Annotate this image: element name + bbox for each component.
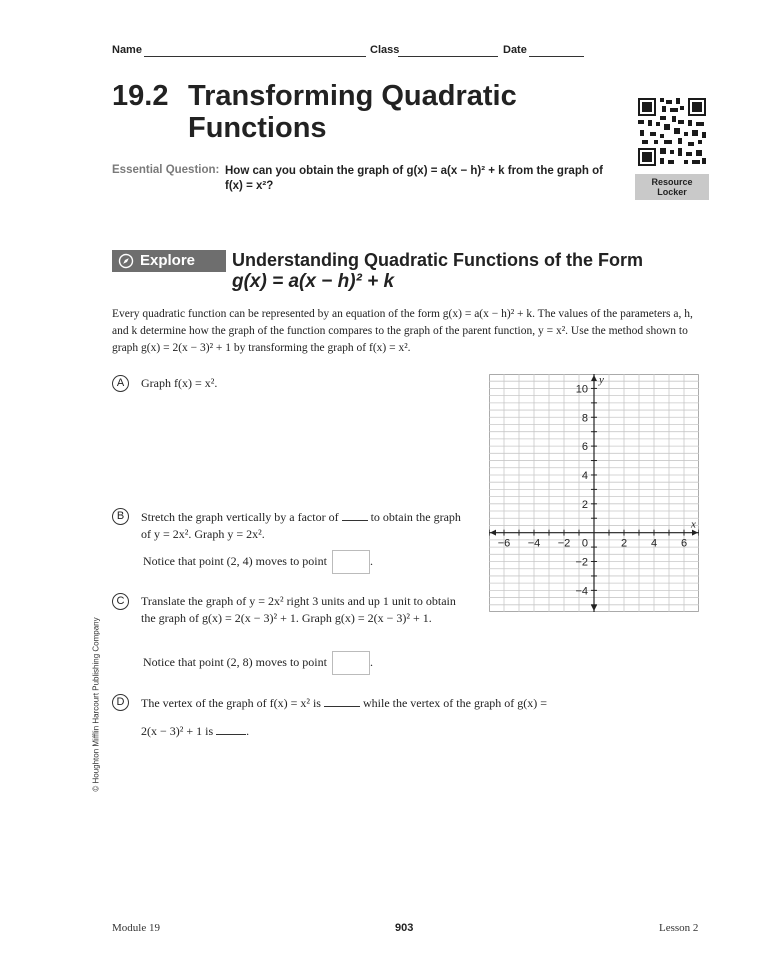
y-tick-label: 2 <box>581 498 588 511</box>
step-b-text: Stretch the graph vertically by a factor of to obtain the graph of y = 2x². Graph y = 2x². <box>141 510 461 541</box>
footer-lesson: Lesson 2 <box>659 922 699 934</box>
y-tick-label: −4 <box>575 585 588 598</box>
copyright-sidebar: © Houghton Mifflin Harcourt Publishing Company <box>91 617 101 792</box>
compass-icon <box>118 253 134 269</box>
explore-label: Explore <box>140 252 196 269</box>
step-d-badge: D <box>112 694 129 711</box>
x-tick-label: 2 <box>620 537 628 550</box>
lesson-number: 19.2 <box>112 80 169 112</box>
y-tick-label: 10 <box>575 383 588 396</box>
name-field[interactable] <box>144 56 366 57</box>
x-tick-label: 6 <box>680 537 688 550</box>
page-number: 903 <box>395 922 414 934</box>
class-field[interactable] <box>398 56 498 57</box>
title-line-2: Functions <box>188 112 327 144</box>
vertex-g-blank[interactable] <box>216 722 246 735</box>
x-tick-label: 4 <box>650 537 658 550</box>
x-tick-label: −4 <box>527 537 541 550</box>
essential-question-label: Essential Question: <box>112 164 220 176</box>
qr-code[interactable] <box>636 96 708 168</box>
stretch-factor-blank[interactable] <box>342 508 368 521</box>
point-c-answer-box[interactable] <box>332 651 370 675</box>
footer-module: Module 19 <box>112 922 160 934</box>
step-c-notice: Notice that point (2, 8) moves to point . <box>143 651 373 675</box>
resource-locker-button[interactable]: Resource Locker <box>635 174 709 200</box>
essential-question-text: How can you obtain the graph of g(x) = a(x − h)² + k from the graph of f(x) = x²? <box>225 165 603 192</box>
date-label: Date <box>503 44 527 56</box>
name-label: Name <box>112 44 142 56</box>
x-axis-label: x <box>691 518 696 531</box>
title-line-1: Transforming Quadratic <box>188 80 517 112</box>
explore-heading: Understanding Quadratic Functions of the Form g(x) = a(x − h)² + k <box>232 250 644 292</box>
step-d-text-2: 2(x − 3)² + 1 is . <box>141 724 250 738</box>
y-tick-label: 8 <box>581 412 588 425</box>
step-d-text: The vertex of the graph of f(x) = x² is while the vertex of the graph of g(x) = <box>141 696 548 710</box>
intro-paragraph: Every quadratic function can be represented by an equation of the form g(x) = a(x − h)² + k. The values of the parameters a, h, and k determine how the graph of the function compares to the graph of the parent function, y = x². Use the method shown to graph g(x) = 2(x − 3)² + 1 by transforming the graph of f(x) = x². <box>112 308 693 354</box>
step-c-text: Translate the graph of y = 2x² right 3 units and up 1 unit to obtain the graph of g(x) = 2(x − 3)² + 1. Graph g(x) = 2(x − 3)² + 1. <box>141 594 456 625</box>
step-a-text: Graph f(x) = x². <box>141 376 218 390</box>
explore-banner <box>112 250 226 272</box>
coordinate-grid[interactable] <box>489 374 699 612</box>
y-tick-label: 4 <box>581 469 588 482</box>
step-b-badge: B <box>112 508 129 525</box>
step-a-badge: A <box>112 375 129 392</box>
x-tick-label: −6 <box>497 537 511 550</box>
vertex-f-blank[interactable] <box>324 694 360 707</box>
step-b-notice: Notice that point (2, 4) moves to point . <box>143 550 373 574</box>
page-title <box>188 80 517 144</box>
y-tick-label: −2 <box>575 556 588 569</box>
x-tick-label: −2 <box>557 537 571 550</box>
point-b-answer-box[interactable] <box>332 550 370 574</box>
y-tick-label: 6 <box>581 441 588 454</box>
date-field[interactable] <box>529 56 584 57</box>
y-axis-label: y <box>599 374 604 386</box>
class-label: Class <box>370 44 400 56</box>
origin-label: 0 <box>581 537 588 550</box>
step-c-badge: C <box>112 593 129 610</box>
